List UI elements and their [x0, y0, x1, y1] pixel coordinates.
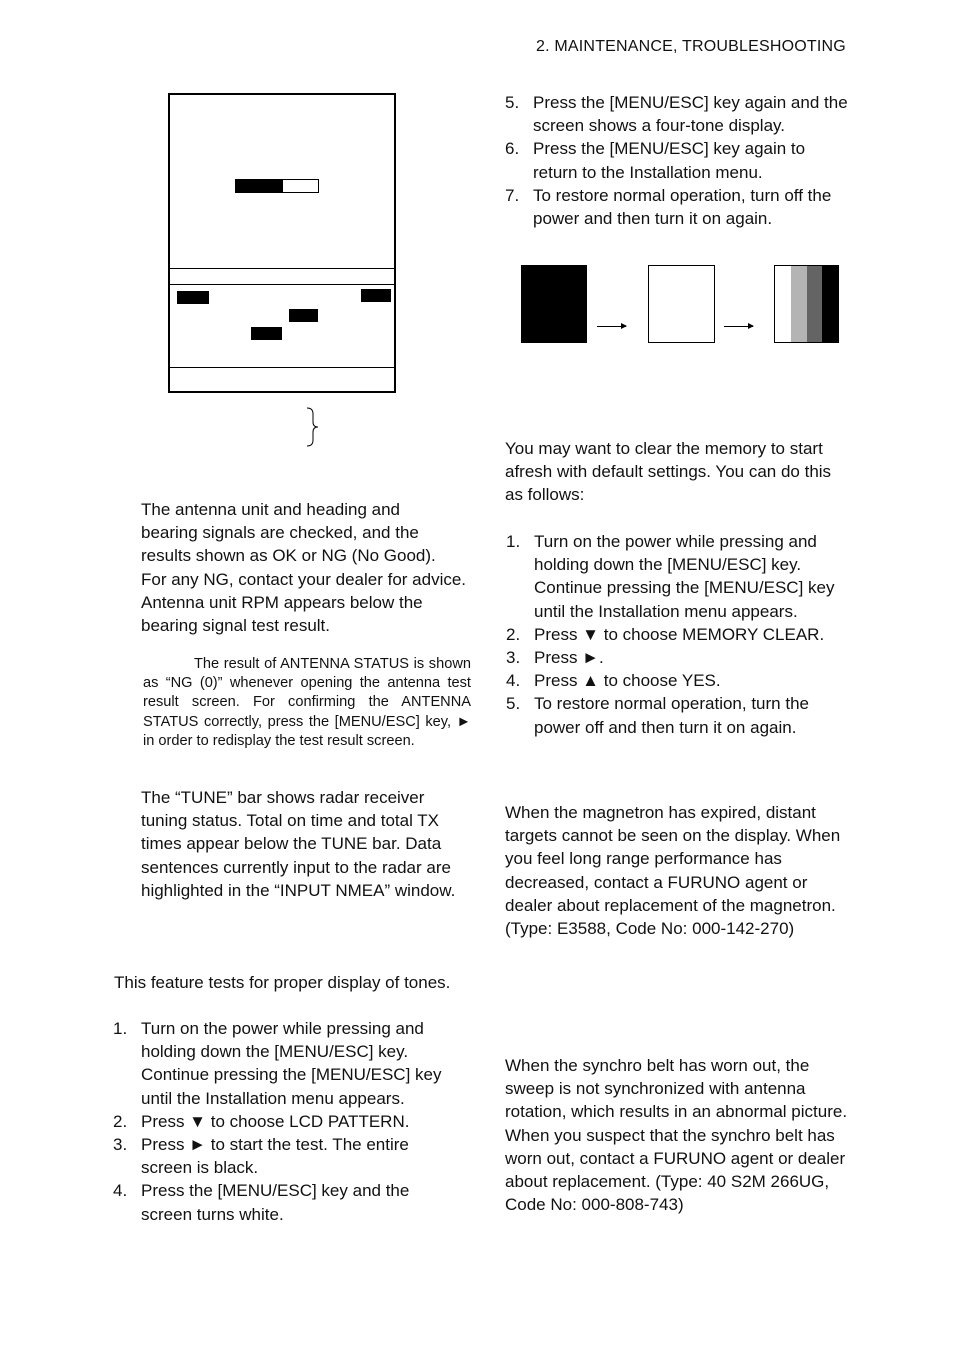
step-item: 3. Press ►.	[506, 648, 604, 668]
memory-clear-intro: You may want to clear the memory to start afresh with default settings. You can do this as follows:	[505, 439, 832, 505]
step-item: 4. Press ▲ to choose YES.	[506, 671, 721, 691]
step-item: 5. Press the [MENU/ESC] key again and the screen shows a four-tone display.	[505, 93, 848, 136]
antenna-line: Antenna unit RPM appears below the	[141, 592, 423, 612]
antenna-description	[141, 498, 481, 637]
step-item: 7. To restore normal operation, turn off the power and then turn it on again.	[505, 185, 832, 229]
antenna-line: bearing signals are checked, and the	[141, 523, 419, 543]
antenna-line: results shown as OK or NG (No Good).	[141, 546, 436, 566]
step-item: 4. Press the [MENU/ESC] key and the screen turns white.	[113, 1181, 410, 1224]
note-text: The result of ANTENNA STATUS is shown as “NG (0)” whenever opening the antenna test result screen. For confirming the ANTENNA STATUS correctly, press the [MENU/ESC] key, ► in order to redisplay the test result screen.	[143, 656, 471, 749]
tune-bar-fill	[236, 180, 283, 192]
antenna-line: The antenna unit and heading and	[141, 500, 401, 519]
tune-line: highlighted in the “INPUT NMEA” window.	[141, 880, 456, 900]
divider-line	[170, 367, 394, 368]
tone-band	[791, 266, 807, 342]
note-box	[143, 655, 471, 751]
divider-line	[170, 284, 394, 285]
step-item: 2. Press ▼ to choose LCD PATTERN.	[113, 1111, 410, 1131]
tune-bar	[235, 179, 319, 193]
step-item: 2. Press ▼ to choose MEMORY CLEAR.	[506, 624, 825, 644]
step-item: 3. Press ► to start the test. The entire screen is black.	[113, 1135, 409, 1178]
tone-test-intro: This feature tests for proper display of tones.	[114, 973, 451, 992]
arrow-right-icon	[724, 326, 753, 327]
antenna-test-screen-diagram	[168, 93, 396, 393]
white-screen-illustration	[648, 265, 715, 343]
step-item: 5. To restore normal operation, turn the power off and then turn it on again.	[506, 694, 809, 737]
tune-line: times appear below the TUNE bar. Data	[141, 834, 442, 854]
four-tone-screen-illustration	[774, 265, 839, 343]
nmea-highlight-block	[289, 309, 318, 322]
running-header: 2. MAINTENANCE, TROUBLESHOOTING	[536, 38, 846, 55]
magnetron-description: When the magnetron has expired, distant targets cannot be seen on the display. When you feel long range performance has decreased, contact a FURUNO agent or dealer about replacement of the magnetron. (Type: E3588, Code No: 000-142-270)	[505, 803, 841, 939]
memory-clear-steps	[506, 530, 876, 739]
tune-description	[141, 786, 481, 902]
tone-band	[822, 266, 838, 342]
arrow-right-icon	[597, 326, 626, 327]
nmea-highlight-block	[177, 291, 209, 304]
black-screen-illustration	[521, 265, 587, 343]
step-item: 1. Turn on the power while pressing and holding down the [MENU/ESC] key. Continue pressing the [MENU/ESC] key until the Installation menu appears.	[506, 532, 835, 621]
tone-band	[807, 266, 823, 342]
tune-line: sentences currently input to the radar are	[141, 857, 451, 877]
step-item: 6. Press the [MENU/ESC] key again to return to the Installation menu.	[505, 139, 806, 182]
tone-band	[775, 266, 791, 342]
brace-icon	[304, 406, 324, 448]
lcd-pattern-steps-continued	[505, 91, 875, 230]
tune-line: tuning status. Total on time and total TX	[141, 811, 439, 831]
nmea-highlight-block	[361, 289, 391, 302]
antenna-line: bearing signal test result.	[141, 616, 330, 636]
nmea-highlight-block	[251, 327, 282, 340]
step-item: 1. Turn on the power while pressing and holding down the [MENU/ESC] key. Continue pressing the [MENU/ESC] key until the Installation menu appears.	[113, 1019, 442, 1108]
divider-line	[170, 268, 394, 269]
tune-line: The “TUNE” bar shows radar receiver	[141, 788, 425, 807]
antenna-line: For any NG, contact your dealer for advice.	[141, 569, 467, 589]
lcd-pattern-steps	[113, 1017, 483, 1226]
synchro-belt-description: When the synchro belt has worn out, the sweep is not synchronized with antenna rotation, which results in an abnormal picture. When you suspect that the synchro belt has worn out, contact a FURUNO agent or dealer about replacement. (Type: 40 S2M 266UG, Code No: 000-808-743)	[505, 1056, 848, 1215]
